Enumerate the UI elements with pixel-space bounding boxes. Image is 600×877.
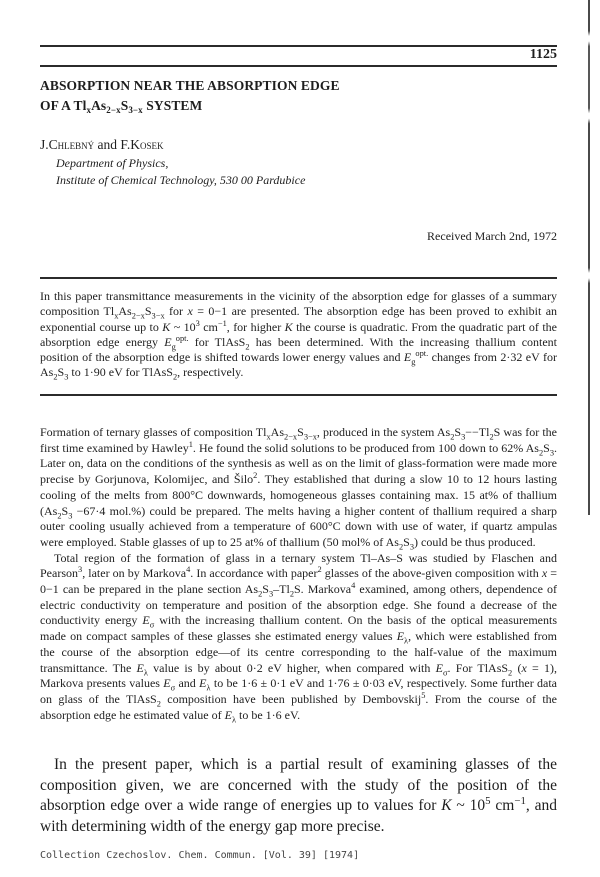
scan-edge-shadow [588,0,590,515]
journal-citation: Collection Czechoslov. Chem. Commun. [Vol. 39] [1974] [40,850,360,861]
author-initial: F. [120,137,131,152]
title-suffix: SYSTEM [146,98,203,113]
formula-sub: 3−x [128,105,143,115]
abstract-rule-top [40,277,557,279]
body-paragraph: Total region of the formation of glass in a ternary system Tl–As–S was studied by Flaschen and Pearson$^3$, later on by Markova$^4$. In accordance with paper$^2$ glasses of the above-given composition with x = 0−1 can be prepared in the plane section $As_2S_3-Tl_2S$. Markova$^4$ examined, among others, dependence of electric conductivity on temperature and position of the absorption edge. She found a decrease of the conductivity energy $E_\sigma$ with the increasing thallium content. On the basis of the optical measurements made on compact samples of these glasses she estimated energy values $E_\lambda$, which were established from the course of the absorption edge—of its centre corresponding to the half-value of the maximum transmittance. The $E_\lambda$ value is by about 0·2 eV higher, when compared with $E_\sigma$. For TlAsS$_2$ (x = 1), Markova presents values $E_\sigma$ and $E_\lambda$ to be 1·6 ± 0·1 eV and 1·76 ± 0·03 eV, respectively. Some further data on glass of the TlAsS$_2$ composition have been published by Dembovskij$^5$. From the course of the absorption edge he estimated value of $E_\lambda$ to be 1·6 eV. [40,550,558,725]
author-initial: J. [40,137,49,152]
title-line-2 [40,96,340,116]
body-paragraph: Formation of ternary glasses of composition $Tl_xAs_{2-x}S_{3-x}$, produced in the system $As_2S_3--Tl_2S$ was for the first time examined by Hawley$^1$. He found the solid solutions to be produced from 100 down to 62% $As_2S_3$. Later on, data on the conditions of the synthesis as well as on the limit of glass-formation were made more precise by Gorjunova, Kolomijec, and Šilo$^2$. They established that during a slow 10 to 12 hours lasting cooling of the melts from 800°C downwards, homogeneous glasses containing max. 15 at% of thallium ($As_2S_3 -67\cdot 4$ mol.%) could be prepared. The melts having a higher content of thallium required a sharp outer cooling usually achieved from a temperature of 600°C down with use of water, if quartz ampulas were employed. Stable glasses of up to 25 at% of thallium (50 mol% of $As_2S_3$) could be thus produced. [40,425,558,552]
header-rule-bottom [40,65,557,67]
formula-element: S [120,98,129,113]
title-prefix: OF A Tl [40,98,87,113]
author-list [40,137,163,153]
received-date: Received March 2nd, 1972 [427,229,557,243]
formula-sub: 2−x [106,105,121,115]
formula-sub: x [86,105,92,115]
affiliation-department: Department of Physics, [56,156,169,170]
affiliation [56,155,305,189]
article-title [40,76,340,116]
author-name: Kosek [130,137,164,152]
body-text [40,425,557,723]
author-name: Chlebný [48,137,95,152]
author-conjunction: and [97,137,118,152]
abstract-rule-bottom [40,394,557,396]
formula-element: As [91,98,107,113]
title-line-1: ABSORPTION NEAR THE ABSORPTION EDGE [40,78,340,93]
affiliation-institute: Institute of Chemical Technology, 530 00 Pardubice [56,173,306,187]
abstract: In this paper transmittance measurements in the vicinity of the absorption edge for glasses of a summary composition $Tl_xAs_{2-x}S_{3-x}$ for x = 0−1 are presented. The absorption edge has been proved to exhibit an exponential course up to K ~ $10^3$ $cm^{-1}$, for higher K the course is quadratic. From the quadratic part of the absorption edge energy $E_g^{opt.}$ for TlAsS$_2$ has been determined. With the increasing thallium content position of the absorption edge is shifted towards lower energy values and $E_g^{opt.}$ changes from 2·32 eV for $As_2S_3$ to 1·90 eV for TlAsS$_2$, respectively. [40,289,558,382]
closing-paragraph: In the present paper, which is a partial result of examining glasses of the composition given, we are concerned with the study of the position of the absorption edge over a wide range of energies up to values for K ~ $10^5$ $cm^{-1}$, and with determining width of the energy gap more precise. [40,756,557,835]
page-number: 1125 [529,47,557,62]
header-rule-top [40,45,557,47]
